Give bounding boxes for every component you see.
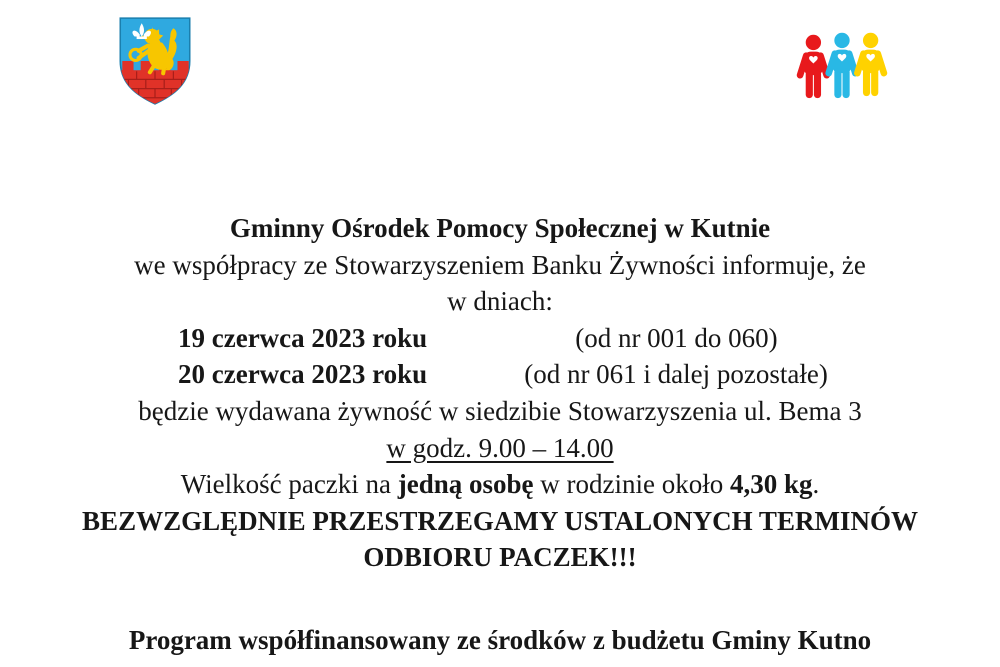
person-red bbox=[800, 35, 827, 95]
number-range-1: (od nr 001 do 060) bbox=[575, 322, 778, 353]
coat-of-arms-icon bbox=[116, 14, 194, 108]
package-middle: w rodzinie około bbox=[533, 469, 731, 500]
days-intro-line: w dniach: bbox=[447, 286, 553, 317]
cooperation-line: we współpracy ze Stowarzyszeniem Banku Żywności informuje, że bbox=[134, 249, 866, 280]
funding-footer: Program współfinansowany ze środków z budżetu Gminy Kutno bbox=[128, 624, 872, 655]
package-line bbox=[0, 466, 1000, 503]
package-suffix: . bbox=[812, 469, 820, 500]
package-weight: 4,30 kg bbox=[730, 469, 813, 500]
person-yellow bbox=[857, 33, 884, 93]
spacer bbox=[427, 320, 575, 357]
number-range-2: (od nr 061 i dalej pozostałe) bbox=[524, 359, 828, 390]
location-line: będzie wydawana żywność w siedzibie Stowarzyszenia ul. Bema 3 bbox=[138, 395, 862, 426]
date-2: 20 czerwca 2023 roku bbox=[178, 359, 428, 390]
hours-line bbox=[0, 430, 1000, 467]
date-1: 19 czerwca 2023 roku bbox=[178, 322, 428, 353]
title: Gminny Ośrodek Pomocy Społecznej w Kutnie bbox=[229, 213, 771, 243]
person-blue bbox=[829, 33, 856, 95]
date-row-1 bbox=[0, 320, 1000, 357]
package-per-person: jedną osobę bbox=[397, 469, 534, 500]
people-hearts-icon bbox=[796, 30, 888, 104]
warning-line-1: BEZWZGLĘDNIE PRZESTRZEGAMY USTALONYCH TERMINÓW bbox=[82, 505, 918, 536]
warning-line-2: ODBIORU PACZEK!!! bbox=[363, 542, 637, 573]
spacer bbox=[427, 356, 524, 393]
hours-text: w godz. 9.00 – 14.00 bbox=[386, 432, 614, 463]
package-prefix: Wielkość paczki na bbox=[180, 469, 398, 500]
date-row-2 bbox=[0, 356, 1000, 393]
announcement-body bbox=[0, 210, 1000, 659]
